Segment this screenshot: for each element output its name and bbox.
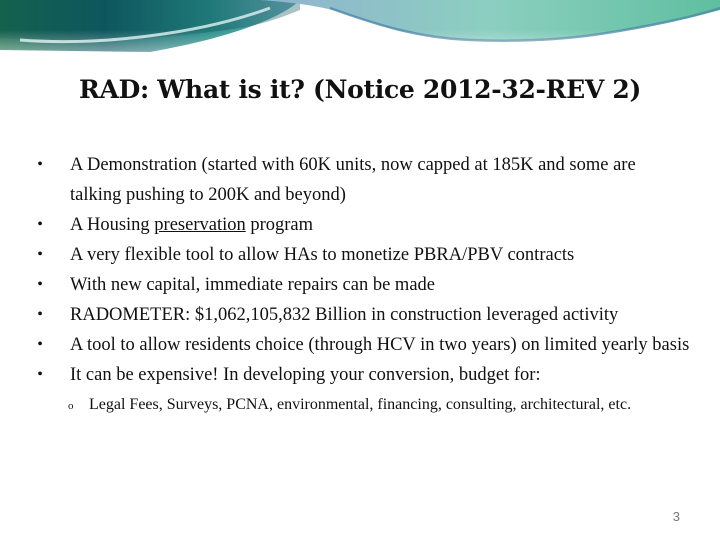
bullet-icon: • <box>37 306 43 323</box>
sub-bullet-icon: o <box>68 400 74 412</box>
bullet-item-demonstration <box>30 150 690 210</box>
bullet-text: RADOMETER: $1,062,105,832 Billion in construction leveraged activity <box>70 305 619 325</box>
bullet-text-before: A Housing <box>70 215 155 235</box>
bullet-item-expensive <box>30 360 690 390</box>
slide-title: RAD: What is it? (Notice 2012-32-REV 2) <box>79 75 641 104</box>
bullet-text: A very flexible tool to allow HAs to monetize PBRA/PBV contracts <box>70 245 575 265</box>
sub-bullet-item-budget-items <box>30 390 690 419</box>
bullet-text-after: program <box>245 215 314 235</box>
header-banner-graphic <box>0 0 720 60</box>
bullet-icon: • <box>37 366 43 383</box>
bullet-item-radometer <box>30 300 690 330</box>
bullet-icon: • <box>37 336 43 353</box>
bullet-text-underlined: preservation <box>154 215 246 235</box>
bullet-icon: • <box>37 246 43 263</box>
bullet-icon: • <box>37 216 43 233</box>
bullet-list <box>30 150 690 419</box>
bullet-text: With new capital, immediate repairs can be made <box>70 275 435 295</box>
bullet-icon: • <box>37 276 43 293</box>
bullet-text: It can be expensive! In developing your conversion, budget for: <box>70 365 541 385</box>
bullet-item-housing-preservation <box>30 210 690 240</box>
bullet-item-new-capital <box>30 270 690 300</box>
bullet-text: A tool to allow residents choice (through HCV in two years) on limited yearly basis <box>70 335 690 355</box>
bullet-icon: • <box>37 156 43 173</box>
page-number: 3 <box>672 509 680 524</box>
bullet-text: A Demonstration (started with 60K units, now capped at 185K and some are talking pushing to 200K and beyond) <box>70 155 636 205</box>
bullet-item-residents-choice <box>30 330 690 360</box>
sub-bullet-text: Legal Fees, Surveys, PCNA, environmental, financing, consulting, architectural, etc. <box>89 396 632 413</box>
bullet-item-flexible-tool <box>30 240 690 270</box>
